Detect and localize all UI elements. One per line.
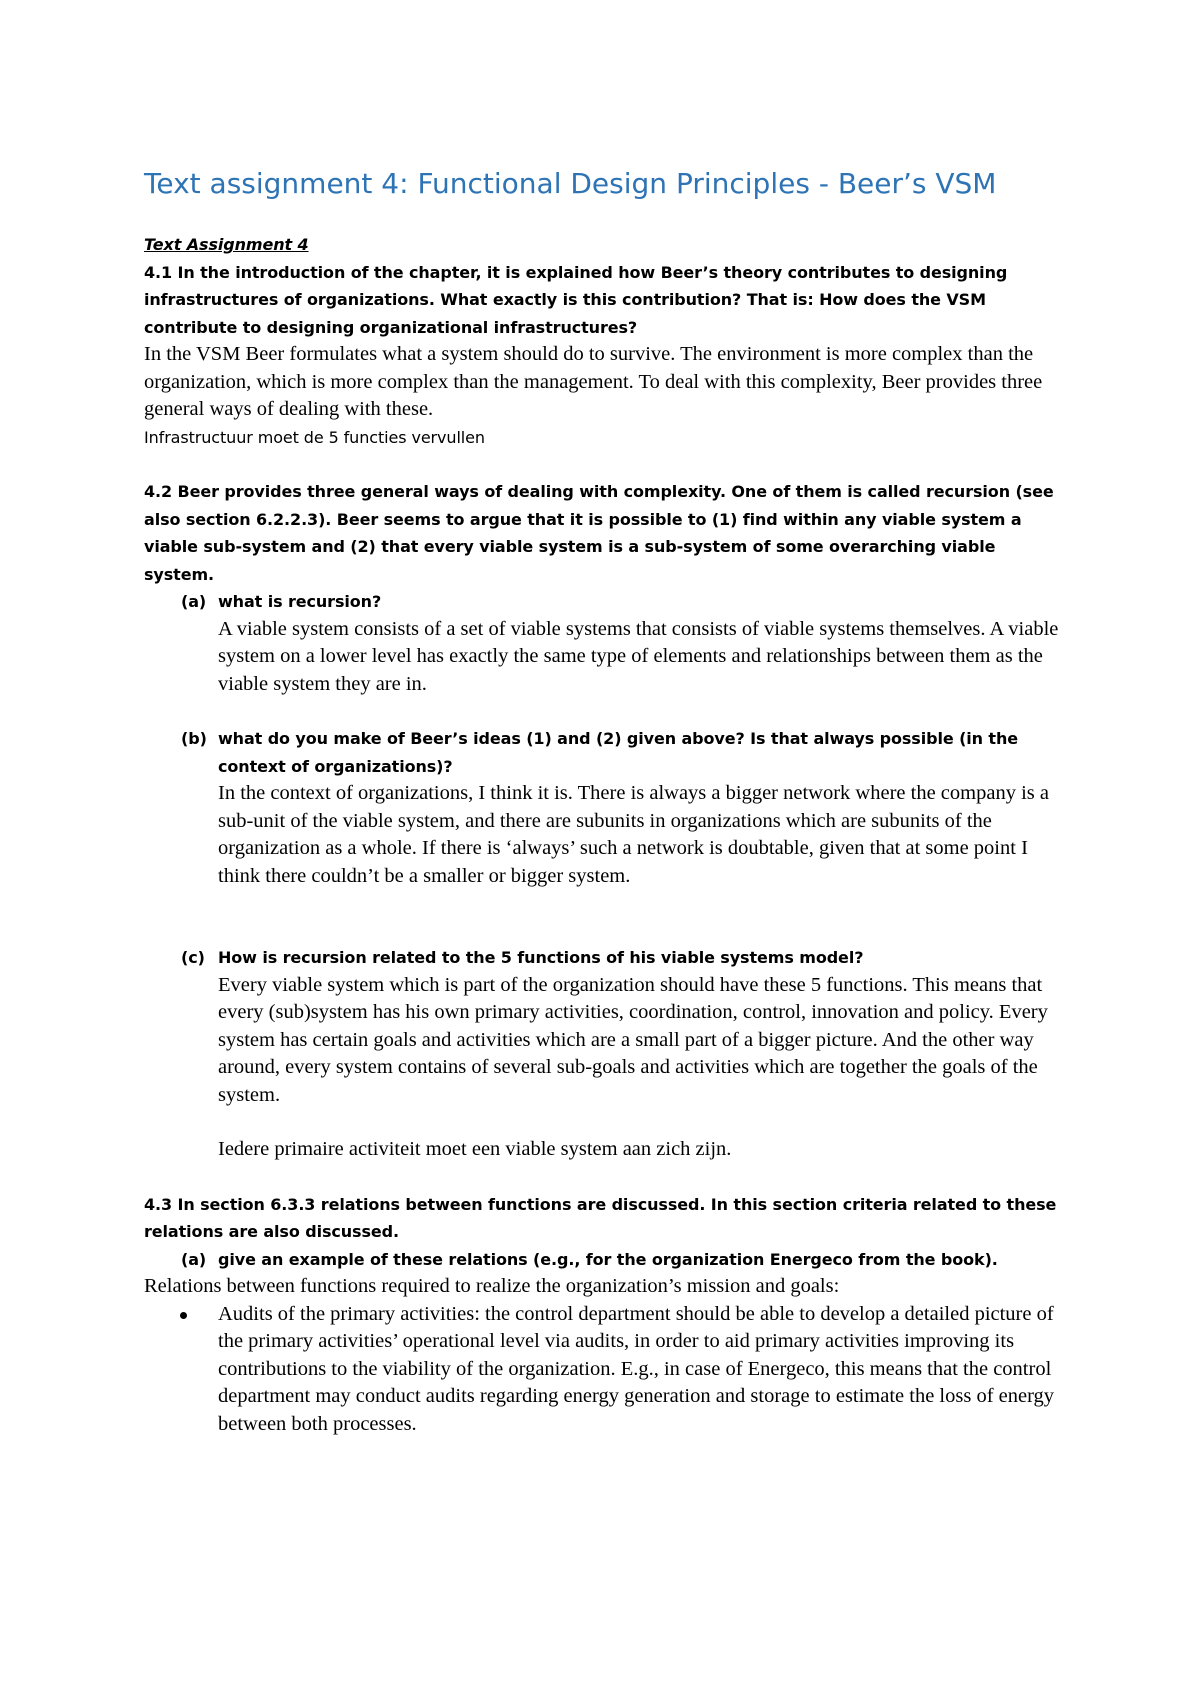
- spacer: [144, 1164, 1064, 1191]
- list-marker: (a): [181, 592, 207, 611]
- answer-4-2-b: In the context of organizations, I think it is. There is always a bigger network where the company is a sub-unit of the viable system, and there are subunits in organizations which are subunits of the organization as a whole. If there is ‘always’ such a network is doubtable, given that at some point I think there couldn’t be a smaller or bigger system.: [218, 782, 1049, 887]
- question-4-2-a: what is recursion?: [218, 592, 382, 611]
- answer-4-2-c: Every viable system which is part of the organization should have these 5 functions. This means that every (sub)system has his own primary activities, coordination, control, innovation and policy. Every system has certain goals and activities which are a small part of a bigger picture. And the other way around, every system contains of several sub-goals and activities which are together the goals of the system.: [218, 973, 1048, 1106]
- question-4-1: 4.1 In the introduction of the chapter, it is explained how Beer’s theory contributes to designing infrastructures of organizations. What exactly is this contribution? That is: How does the VSM contribute to designing organizational infrastructures?: [144, 262, 1008, 337]
- bullet-item: [144, 1301, 1064, 1439]
- bullet-icon: [180, 1312, 187, 1319]
- document-title: Text assignment 4: Functional Design Principles - Beer’s VSM: [144, 167, 997, 200]
- section-heading: Text Assignment 4: [144, 235, 309, 254]
- note-4-1: Infrastructuur moet de 5 functies vervullen: [144, 427, 485, 447]
- list-item-4-3-a: [144, 1246, 1064, 1274]
- list-item-4-2-b: [144, 725, 1064, 890]
- bullet-text: Audits of the primary activities: the control department should be able to develop a detailed picture of the primary activities’ operational level via audits, in order to aid primary activities improving its contributions to the viability of the organization. E.g., in case of Energeco, this means that the control department may conduct audits regarding energy generation and storage to estimate the loss of energy between both processes.: [218, 1302, 1055, 1435]
- answer-4-2-a: A viable system consists of a set of viable systems that consists of viable systems themselves. A viable system on a lower level has exactly the same type of elements and relationships between them as the viable system they are in.: [218, 617, 1059, 695]
- question-4-2-b: what do you make of Beer’s ideas (1) and (2) given above? Is that always possible (in the context of organizations)?: [218, 729, 1019, 776]
- answer-4-1: In the VSM Beer formulates what a system should do to survive. The environment is more complex than the organization, which is more complex than the management. To deal with this complexity, Beer provides three general ways of dealing with these.: [144, 343, 1043, 420]
- list-item-4-2-a: [144, 588, 1064, 698]
- list-item-4-2-c: [144, 944, 1064, 1164]
- question-4-3: 4.3 In section 6.3.3 relations between functions are discussed. In this section criteria related to these relations are also discussed.: [144, 1194, 1057, 1241]
- spacer: [144, 890, 1064, 944]
- intro-4-3-a: Relations between functions required to realize the organization’s mission and goals:: [144, 1275, 840, 1297]
- spacer: [218, 1109, 1064, 1136]
- question-4-3-a: give an example of these relations (e.g., for the organization Energeco from the book).: [218, 1249, 998, 1269]
- list-marker: (c): [181, 948, 205, 967]
- list-marker: (a): [181, 1249, 207, 1269]
- spacer: [144, 698, 1064, 725]
- document-body: [144, 166, 1064, 1438]
- list-marker: (b): [181, 729, 207, 748]
- note-4-2-c: Iedere primaire activiteit moet een viable system aan zich zijn.: [218, 1138, 732, 1160]
- question-4-2-c: How is recursion related to the 5 functions of his viable systems model?: [218, 948, 864, 967]
- spacer: [144, 451, 1064, 478]
- question-4-2: 4.2 Beer provides three general ways of dealing with complexity. One of them is called recursion (see also section 6.2.2.3). Beer seems to argue that it is possible to (1) find within any viable system a viable sub-system and (2) that every viable system is a sub-system of some overarching viable system.: [144, 482, 1054, 584]
